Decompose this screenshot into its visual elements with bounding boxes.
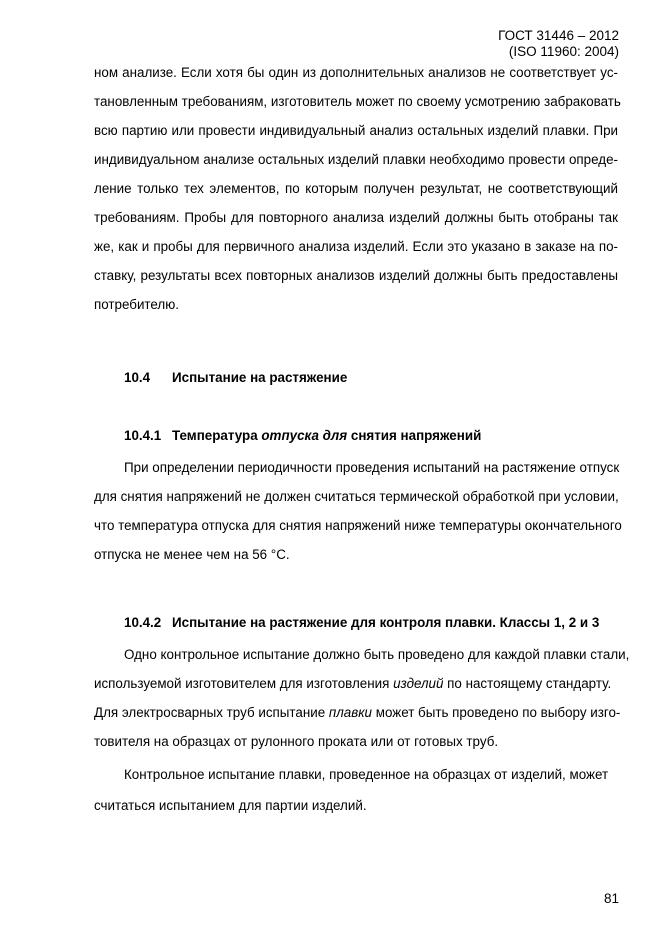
text-line: что температура отпуска для снятия напряжений ниже температуры окончательного <box>94 518 622 533</box>
text-line: считаться испытанием для партии изделий. <box>94 798 367 813</box>
text-run-italic: плавки <box>328 705 373 720</box>
text-line: При определении периодичности проведения испытаний на растяжение отпуск <box>124 460 620 475</box>
section-heading-10-4-2 <box>124 614 648 632</box>
text-run: может быть проведено по выбору изго- <box>372 705 621 720</box>
standard-code: ГОСТ 31446 – 2012 <box>498 28 619 43</box>
section-title-part: Температура <box>172 428 262 443</box>
text-run: Для электросварных труб испытание <box>94 705 329 720</box>
section-heading-10-4 <box>124 369 648 387</box>
section-number: 10.4.1 <box>124 428 162 443</box>
section-number: 10.4.2 <box>124 615 162 630</box>
text-line: Контрольное испытание плавки, проведенное на образцах от изделий, может <box>124 767 609 782</box>
page-header <box>498 28 619 60</box>
text-line: для снятия напряжений не должен считаться термической обработкой при условии, <box>94 489 619 504</box>
text-line <box>94 704 621 722</box>
text-line: же, как и пробы для первичного анализа изделий. Если это указано в заказе на по- <box>94 239 618 254</box>
section-title-part: снятия напряжений <box>347 428 482 443</box>
page-number: 81 <box>603 891 619 906</box>
text-line: ставку, результаты всех повторных анализов изделий должны быть предоставлены <box>94 268 618 283</box>
section-title-italic: отпуска для <box>261 428 348 443</box>
iso-reference: (ISO 11960: 2004) <box>508 44 619 59</box>
section-heading-10-4-1 <box>124 427 648 445</box>
text-line: ном анализе. Если хотя бы один из дополнительных анализов не соответствует ус- <box>94 65 618 80</box>
text-line: ление только тех элементов, по которым получен результат, не соответствующий <box>94 181 618 196</box>
section-title: Испытание на растяжение для контроля плавки. Классы 1, 2 и 3 <box>172 615 600 630</box>
section-number: 10.4 <box>124 370 151 385</box>
text-line: требованиям. Пробы для повторного анализа изделий должны быть отобраны так <box>94 210 618 225</box>
section-title: Испытание на растяжение <box>172 370 348 385</box>
text-line: Одно контрольное испытание должно быть проведено для каждой плавки стали, <box>124 647 630 662</box>
text-line <box>94 675 618 693</box>
text-run-italic: изделий <box>393 676 444 691</box>
text-run: используемой изготовителем для изготовления <box>94 676 394 691</box>
text-line: потребителю. <box>94 297 179 312</box>
text-line: тановленным требованиям, изготовитель может по своему усмотрению забраковать <box>94 94 621 109</box>
text-line: всю партию или провести индивидуальный анализ остальных изделий плавки. При <box>94 123 618 138</box>
text-line: отпуска не менее чем на 56 °С. <box>94 547 290 562</box>
text-run: по настоящему стандарту. <box>443 676 612 691</box>
text-line: товителя на образцах от рулонного проката или от готовых труб. <box>94 734 499 749</box>
text-line: индивидуальном анализе остальных изделий плавки необходимо провести опреде- <box>94 152 618 167</box>
